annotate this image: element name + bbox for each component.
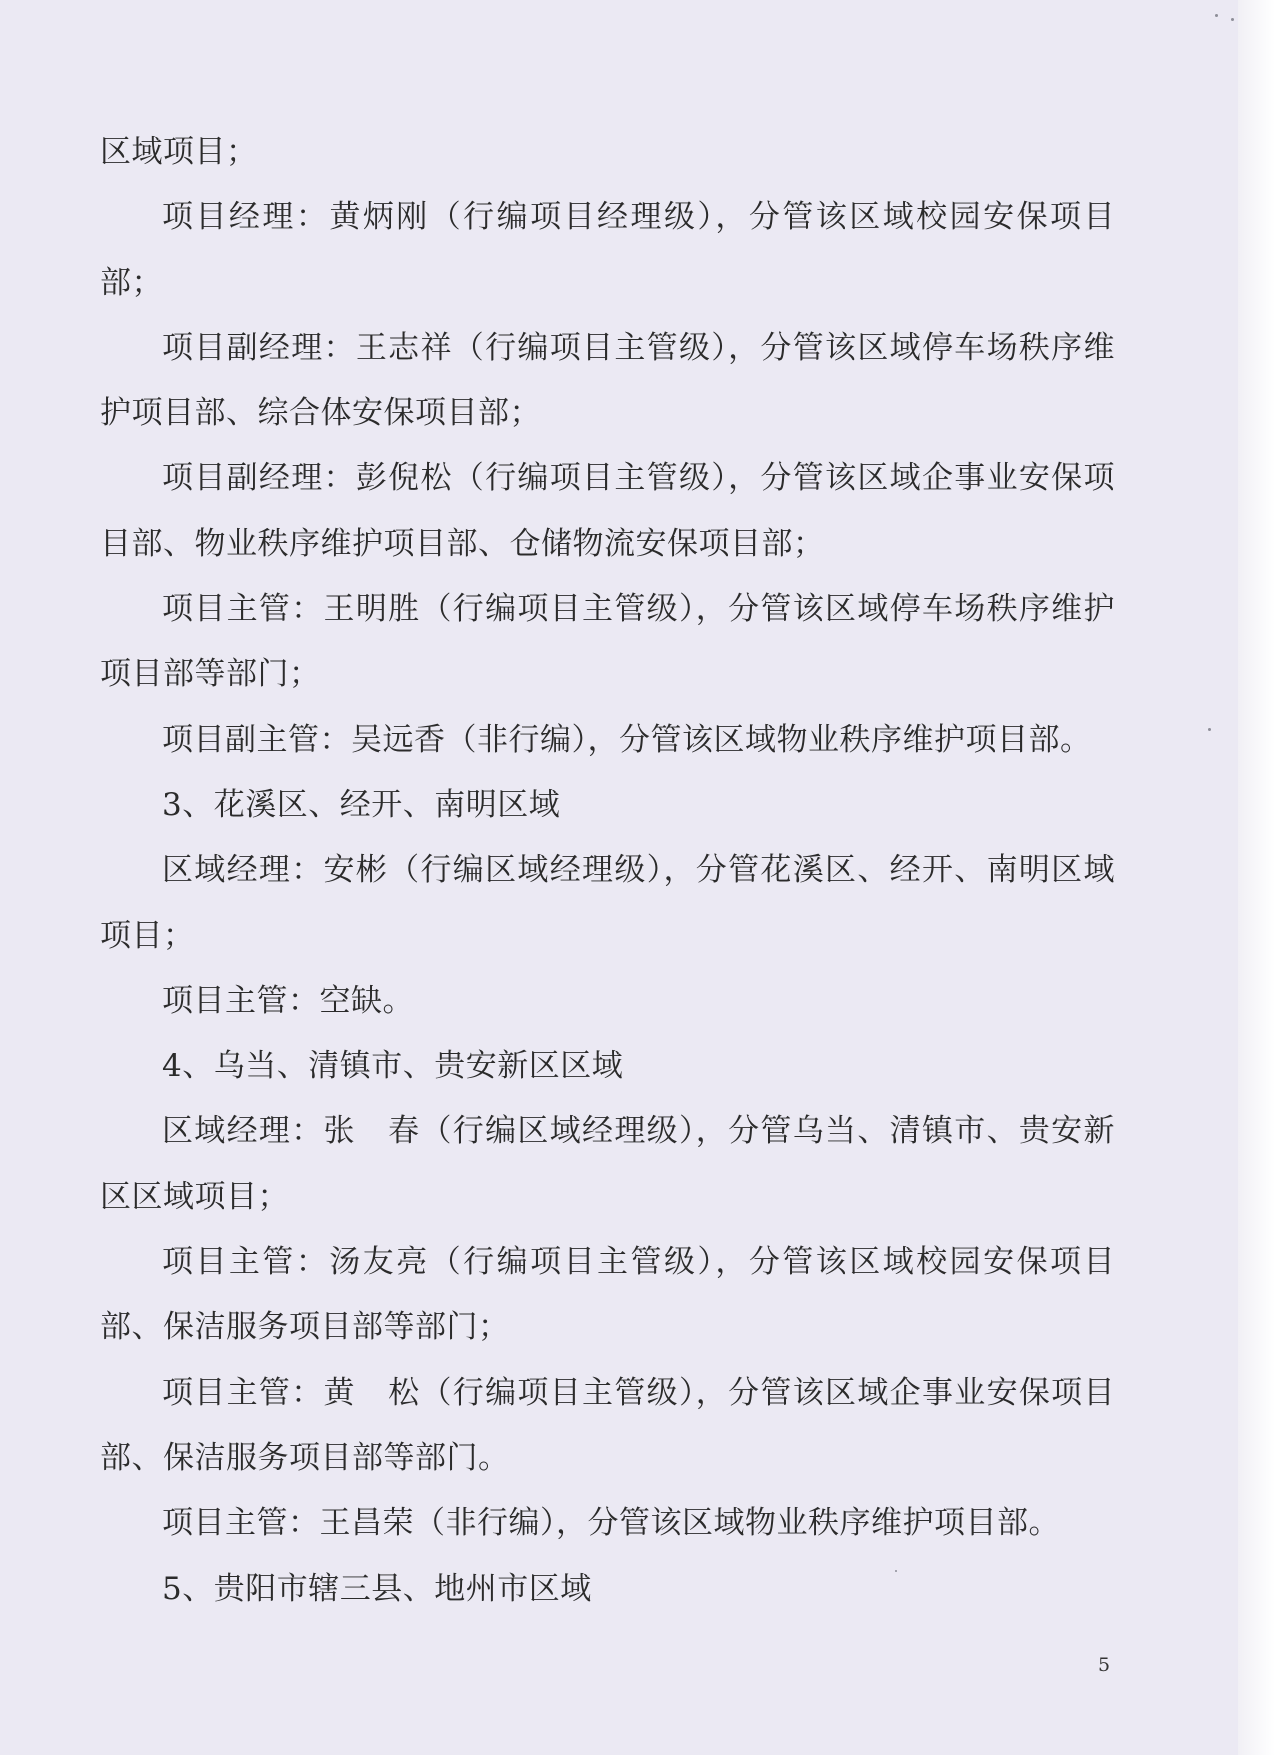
- paragraph: 项目副经理：彭倪松（行编项目主管级），分管该区域企事业安保项目部、物业秩序维护项目部、仓储物流安保项目部；: [100, 460, 1115, 562]
- paragraph: 区域经理：安彬（行编区域经理级），分管花溪区、经开、南明区域项目；: [100, 852, 1115, 954]
- section-heading: 4、乌当、清镇市、贵安新区区域: [162, 1048, 624, 1085]
- paragraph: 项目主管：汤友亮（行编项目主管级），分管该区域校园安保项目部、保洁服务项目部等部门；: [100, 1244, 1115, 1346]
- scan-speck: [1208, 728, 1211, 731]
- scan-margin: [1238, 0, 1275, 1755]
- paragraph: 项目主管：王昌荣（非行编），分管该区域物业秩序维护项目部。: [162, 1505, 1060, 1542]
- paragraph: 项目经理：黄炳刚（行编项目经理级），分管该区域校园安保项目部；: [100, 199, 1115, 301]
- page-number: 5: [1098, 1654, 1111, 1676]
- document-body: [100, 120, 1115, 1622]
- scan-speck: [1231, 18, 1234, 21]
- paragraph: 项目主管：空缺。: [162, 982, 414, 1019]
- section-heading: 5、贵阳市辖三县、地州市区域: [162, 1570, 592, 1607]
- scan-speck: [895, 1570, 897, 1572]
- paragraph: 项目主管：王明胜（行编项目主管级），分管该区域停车场秩序维护项目部等部门；: [100, 591, 1115, 693]
- paragraph: 项目主管：黄 松（行编项目主管级），分管该区域企事业安保项目部、保洁服务项目部等部门。: [100, 1374, 1115, 1476]
- paragraph: 区域项目；: [100, 134, 258, 170]
- scan-speck: [1215, 14, 1218, 17]
- paragraph: 区域经理：张 春（行编区域经理级），分管乌当、清镇市、贵安新区区域项目；: [100, 1113, 1115, 1215]
- paragraph: 项目副经理：王志祥（行编项目主管级），分管该区域停车场秩序维护项目部、综合体安保项目部；: [100, 329, 1115, 432]
- paragraph: 项目副主管：吴远香（非行编），分管该区域物业秩序维护项目部。: [162, 721, 1092, 758]
- section-heading: 3、花溪区、经开、南明区域: [162, 786, 561, 823]
